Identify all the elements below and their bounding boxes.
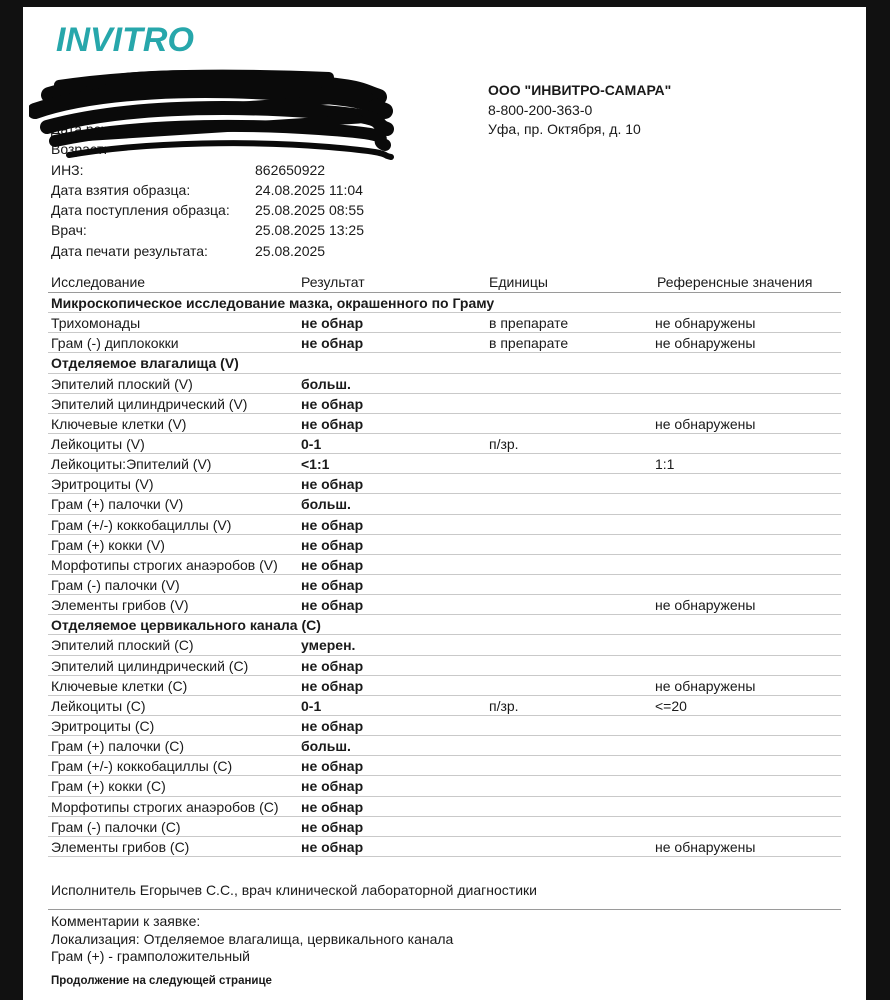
patient-label: Дата взятия образца: [51,181,191,198]
results-table [48,272,841,857]
test-result: не обнар [301,315,364,332]
test-result: не обнар [301,597,364,614]
test-name: Грам (+/-) коккобациллы (C) [51,758,233,775]
table-row [48,555,841,575]
table-row [48,797,841,817]
patient-label: Дата поступления образца: [51,202,230,219]
table-row [48,736,841,756]
table-row [48,414,841,434]
table-row [48,635,841,655]
patient-value: 862650922 [255,161,326,178]
test-name: Грам (+) палочки (C) [51,738,185,755]
comments-title: Комментарии к заявке: [51,913,201,929]
test-result: 0-1 [301,435,322,452]
section-title: Отделяемое цервикального канала (C) [51,617,321,634]
test-name: Ключевые клетки (V) [51,415,187,432]
test-unit: п/зр. [489,435,519,452]
section-row [48,615,841,635]
company-info [488,81,671,140]
section-title: Отделяемое влагалища (V) [51,355,239,372]
section-row [48,353,841,373]
test-name: Грам (+/-) коккобациллы (V) [51,516,232,533]
patient-value: 25.08.2025 13:25 [255,222,364,239]
test-result: больш. [301,375,351,392]
table-row [48,313,841,333]
test-reference: не обнаружены [655,597,756,614]
table-row [48,454,841,474]
header-test: Исследование [51,274,146,290]
test-result: не обнар [301,657,364,674]
company-phone: 8-800-200-363-0 [488,101,593,118]
table-row [48,333,841,353]
test-result: не обнар [301,476,364,493]
test-result: не обнар [301,778,364,795]
test-result: не обнар [301,677,364,694]
test-name: Эпителий цилиндрический (C) [51,657,249,674]
report-page [23,7,866,1000]
continuation-note: Продолжение на следующей странице [51,975,272,987]
table-row [48,575,841,595]
test-result: не обнар [301,556,364,573]
test-result: не обнар [301,395,364,412]
patient-label: Возраст: [51,141,108,158]
test-reference: не обнаружены [655,677,756,694]
test-result: не обнар [301,516,364,533]
test-name: Элементы грибов (V) [51,597,189,614]
table-row [48,515,841,535]
test-result: не обнар [301,576,364,593]
test-name: Грам (+) кокки (C) [51,778,166,795]
test-result: не обнар [301,798,364,815]
test-reference: не обнаружены [655,415,756,432]
section-row [48,293,841,313]
patient-label: ИНЗ: [51,161,84,178]
test-reference: 1:1 [655,456,675,473]
test-name: Эритроциты (V) [51,476,154,493]
test-reference: <=20 [655,697,687,714]
test-result: не обнар [301,335,364,352]
table-row [48,696,841,716]
test-result: не обнар [301,818,364,835]
comment-line: Локализация: Отделяемое влагалища, цервикального канала [51,930,454,947]
table-row [48,756,841,776]
test-result: больш. [301,738,351,755]
test-name: Элементы грибов (C) [51,838,190,855]
test-result: <1:1 [301,456,330,473]
test-name: Лейкоциты (C) [51,697,146,714]
redaction-scribble [29,67,399,163]
divider [48,909,841,910]
test-name: Эпителий плоский (C) [51,637,194,654]
table-row [48,434,841,454]
test-name: Грам (-) палочки (C) [51,818,181,835]
test-name: Эритроциты (C) [51,717,155,734]
patient-label: Дата рождения: [51,121,154,137]
test-name: Эпителий цилиндрический (V) [51,395,248,412]
test-name: Грам (-) палочки (V) [51,576,180,593]
test-name: Грам (+) кокки (V) [51,536,165,553]
table-row [48,817,841,837]
comment-line: Грам (+) - грамположительный [51,948,250,964]
header-units: Единицы [489,274,548,290]
table-row [48,837,841,857]
invitro-logo: INVITRO [56,21,194,59]
table-row [48,535,841,555]
test-unit: п/зр. [489,697,519,714]
table-row [48,374,841,394]
patient-value: 24.08.2025 11:04 [255,181,363,198]
test-result: 0-1 [301,697,322,714]
test-result: не обнар [301,536,364,553]
company-address: Уфа, пр. Октября, д. 10 [488,121,641,137]
comments-block [51,913,453,966]
table-row [48,716,841,736]
test-name: Ключевые клетки (C) [51,677,188,694]
table-row [48,776,841,796]
test-result: умерен. [301,637,356,654]
test-name: Грам (+) палочки (V) [51,496,184,513]
table-row [48,676,841,696]
test-name: Трихомонады [51,315,141,332]
test-reference: не обнаружены [655,315,756,332]
table-body [48,293,841,857]
test-result: не обнар [301,717,364,734]
table-row [48,656,841,676]
test-reference: не обнаружены [655,838,756,855]
table-row [48,474,841,494]
patient-value: 25.08.2025 08:55 [255,202,364,219]
test-result: не обнар [301,758,364,775]
test-name: Грам (-) диплококки [51,335,179,352]
header-result: Результат [301,274,365,290]
test-unit: в препарате [489,315,569,332]
test-result: не обнар [301,838,364,855]
test-name: Морфотипы строгих анаэробов (V) [51,556,278,573]
test-reference: не обнаружены [655,335,756,352]
executor-line: Исполнитель Егорычев С.С., врач клинической лабораторной диагностики [51,882,537,898]
test-name: Эпителий плоский (V) [51,375,193,392]
table-row [48,595,841,615]
company-name: ООО "ИНВИТРО-САМАРА" [488,82,672,98]
section-title: Микроскопическое исследование мазка, окрашенного по Граму [51,295,495,311]
header-reference: Референсные значения [657,274,813,290]
test-name: Лейкоциты:Эпителий (V) [51,456,212,473]
test-result: больш. [301,496,351,513]
patient-label: Врач: [51,222,87,239]
test-name: Морфотипы строгих анаэробов (C) [51,798,279,815]
test-name: Лейкоциты (V) [51,435,145,452]
table-row [48,394,841,414]
test-unit: в препарате [489,335,569,352]
table-header [48,272,841,293]
test-result: не обнар [301,415,364,432]
patient-label: Дата печати результата: [51,242,208,259]
table-row [48,494,841,514]
patient-value: 25.08.2025 [255,242,326,259]
